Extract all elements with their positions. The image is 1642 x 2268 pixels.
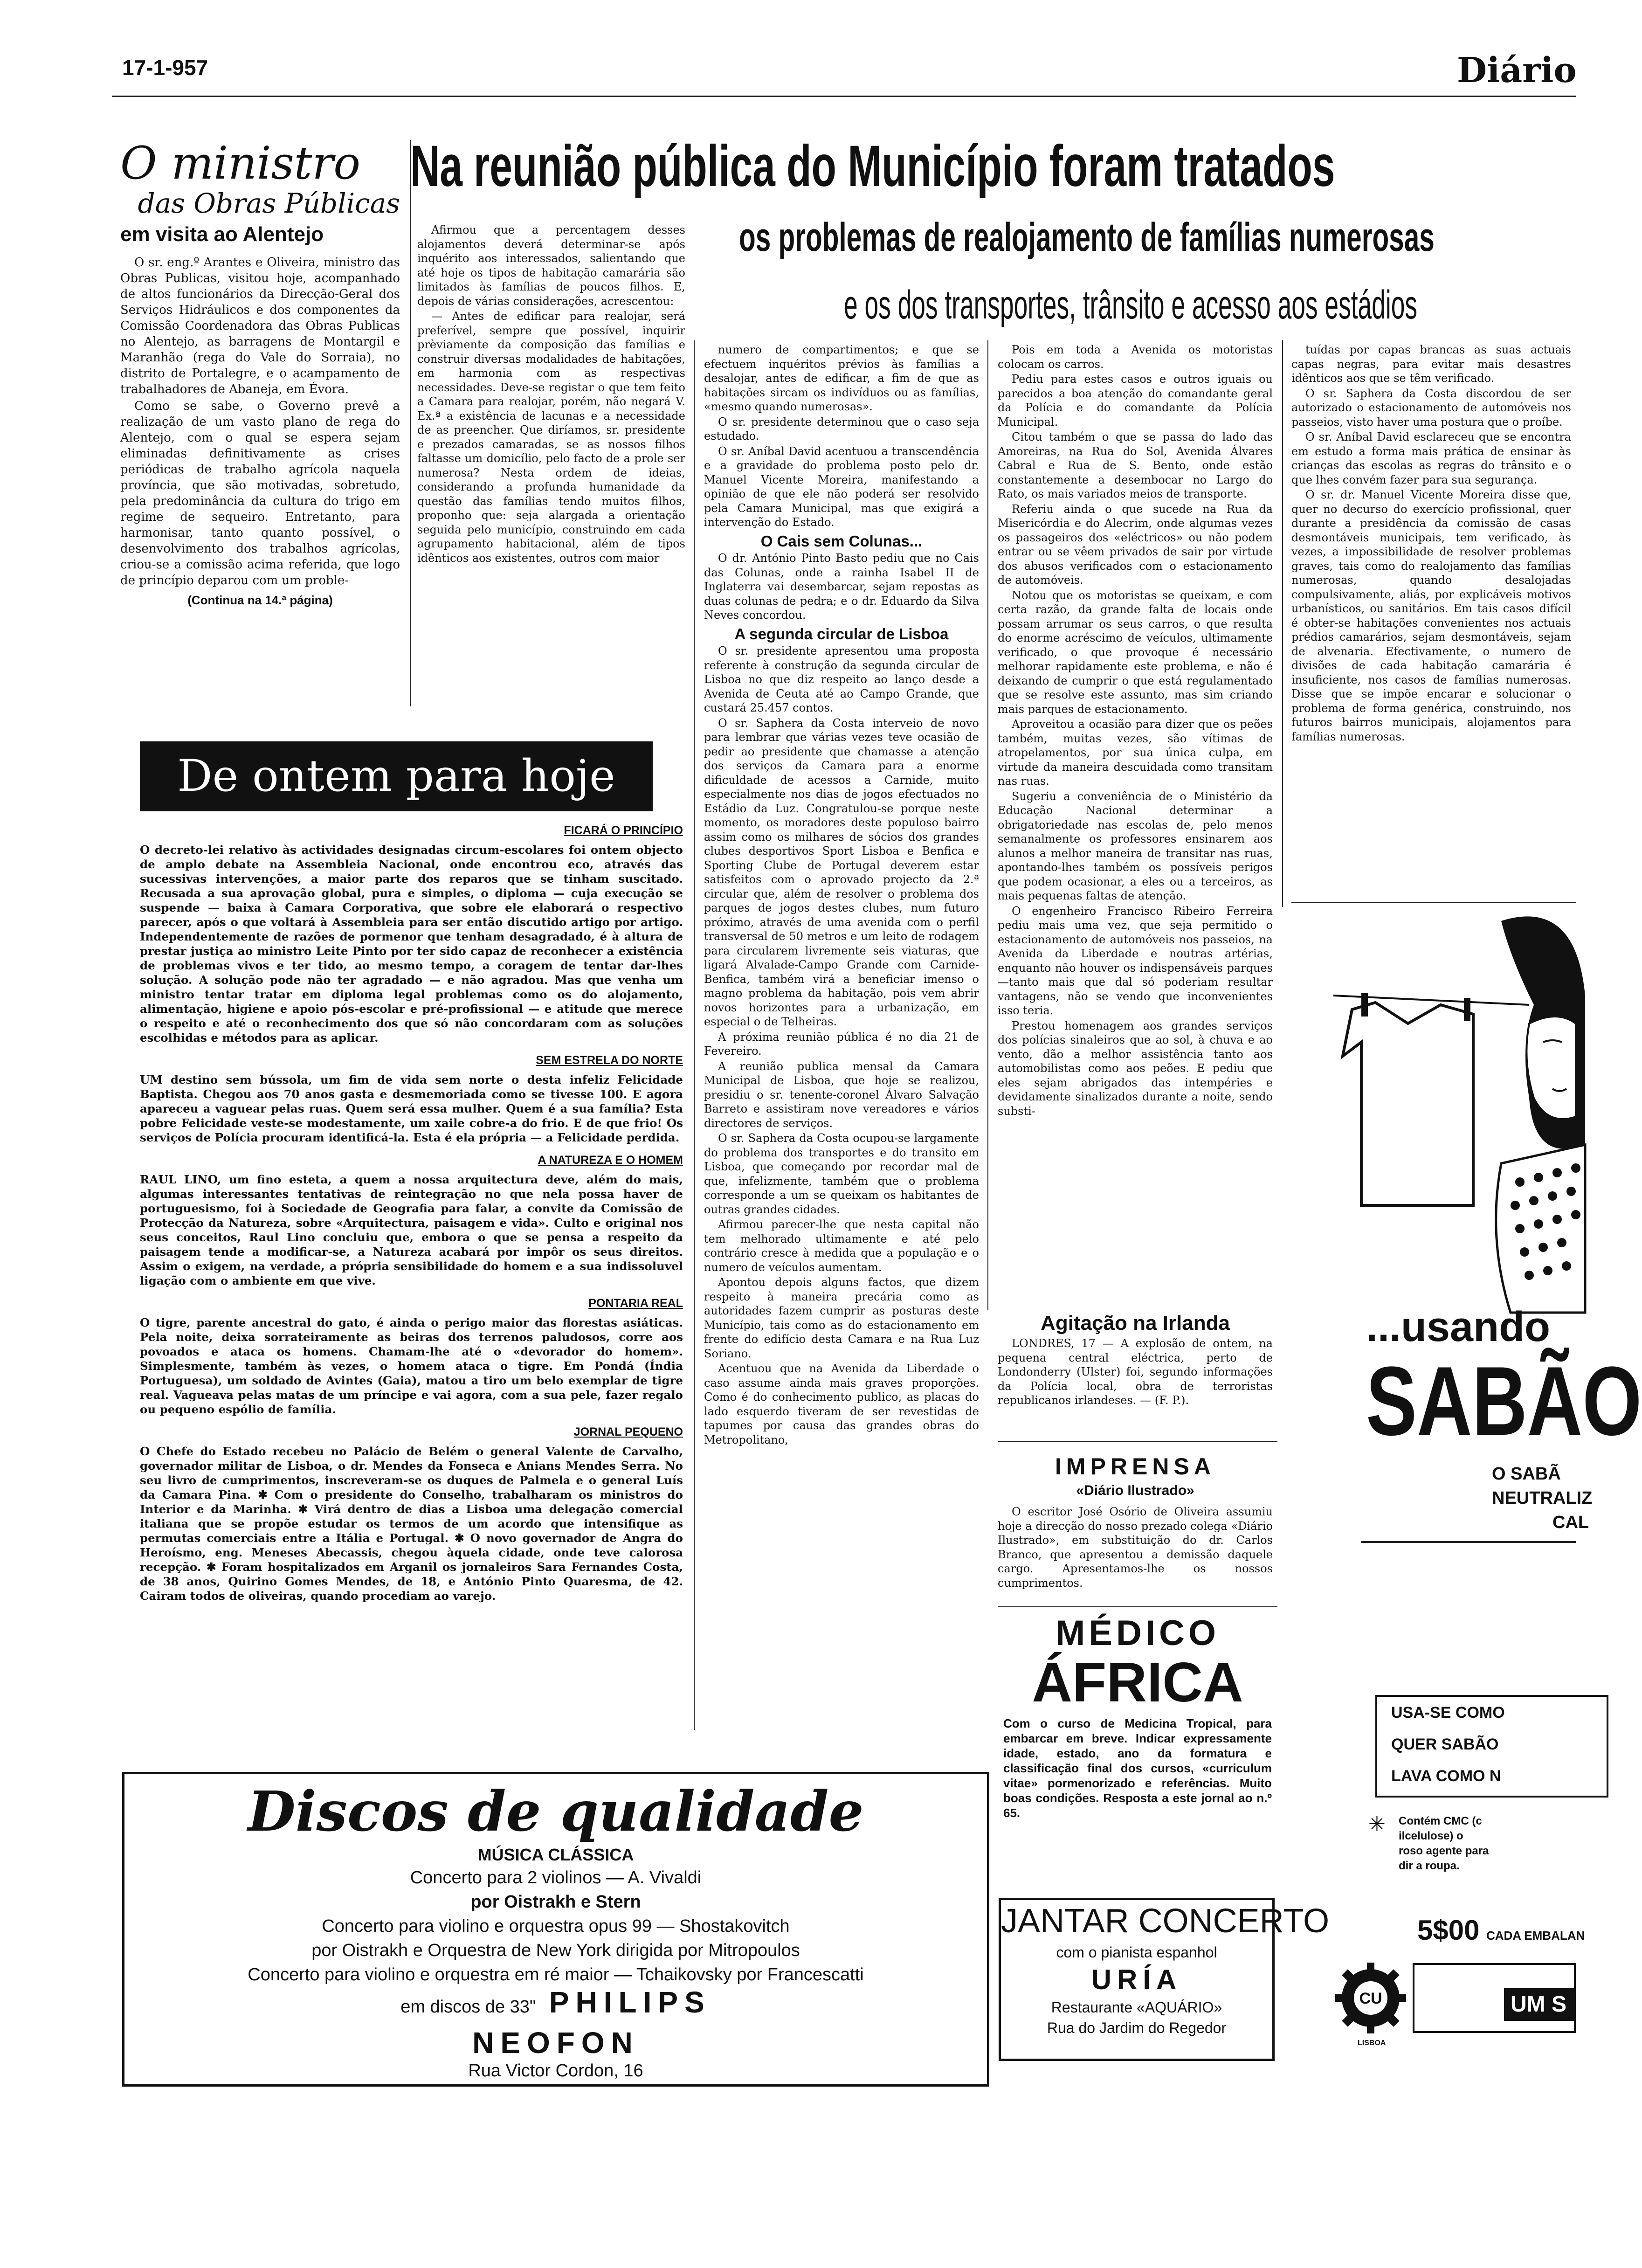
ministro-paragraph-1: O sr. eng.º Arantes e Oliveira, ministro das Obras Publicas, visitou hoje, acompanhado de altos funcionários da Direcção-Geral dos Serviços Hidráulicos e dos componentes da Comissão Coordenadora das Obras Publicas no Alentejo, as barragens de Montargil e Maranhão (rega do Vale do Sorraia), no distrito de Portalegre, e o acampamento de trabalhadores de Abaneja, em Évora. bbox=[120, 256, 400, 396]
jantar-line-1: com o pianista espanhol bbox=[1056, 1944, 1217, 1961]
sabao-brand: SABÃO bbox=[1366, 1346, 1642, 1456]
municipio-col4-p2: O sr. Saphera da Costa discordou de ser autorizado o estacionamento de automóveis nos passeios, visto haver uma postura que o proíbe. bbox=[1291, 387, 1571, 429]
municipio-col3-p5: Notou que os motoristas se queixam, e com certa razão, da grande falta de locais onde possam arrumar os seus carros, o que resulta do enorme acréscimo de veículos, ultimamente verificado, o que provoque é necessário melhorar rapidamente este problema, e não é deixando de cumprir o que está regulamentado que se resolve este assunto, mas sim criando mais parques de estacionamento. bbox=[998, 588, 1273, 716]
africa-title: ÁFRICA bbox=[1032, 1651, 1243, 1714]
circular-p7: Apontou depois alguns factos, que dizem respeito à maneira precária como as autoridades fazem cumprir as posturas deste Município, tais como as do estacionamento em frente do edifício desta Camara e na Rua Luz Soriano. bbox=[704, 1276, 979, 1360]
ministro-title-2: das Obras Públicas bbox=[138, 187, 400, 219]
sabao-note-4: dir a roupa. bbox=[1399, 1860, 1460, 1872]
municipio-col1-p2: — Antes de edificar para realojar, será preferível, sempre que possível, inquirir prèviamente da composição das famílias e construir diversas modalidades de habitações, em harmonia com as respectivas necessidades. Deve-se registar o que tem feito a Camara para realojar, porém, não negará V. Ex.ª a existência de lacunas e a necessidade de as preencher. Que diríamos, sr. presidente e prezados camaradas, se as nossos filhos faltasse um domicílio, pelo facto de a prole ser numerosa? Nesta ordem de ideias, considerando a profunda humanidade da questão das famílias tendo muitos filhos, proponho que: seja alargada a orientação seguida pelo município, construindo em cada agrupamento habitacional, além de tipos idênticos aos existentes, outros com maior bbox=[417, 310, 685, 565]
circular-p2: O sr. Saphera da Costa interveio de novo para lembrar que várias vezes teve ocasião de pedir ao presidente que chamasse a atenção dos serviços da Camara para a enorme dificuldade de acessos a Carnide, muito especialmente nos dias de jogos efectuados no Estádio da Luz. Congratulou-se porque neste momento, os moradores deste populoso bairro assim como os milhares de sócios dos grandes clubes desportivos Sport Lisboa e Benfica e Sporting Clube de Portugal deverem estar satisfeitos com o aprovado projecto da 2.ª circular que, além de resolver o problema dos parques de jogos destes clubes, num futuro próximo, através de uma avenida com o perfil transversal de 50 metros e um leito de rodagem para circularem livremente seis viaturas, que ligará Alvalade-Campo Grande com Carnide-Benfica, também virá a beneficiar imenso o magno problema da habitação, pois vem abrir novos horizontes para a urbanização, em especial o de Telheiras. bbox=[704, 716, 979, 1028]
municipio-col-2 bbox=[704, 343, 979, 1448]
imprensa-text: O escritor José Osório de Oliveira assumiu hoje a direcção do nosso prezado colega «Diário Ilustrado», em substituição do dr. Carlos Branco, que apresentou a demissão daquele cargo. Apresentamos-lhe os nossos cumprimentos. bbox=[998, 1505, 1273, 1590]
discos-ad bbox=[122, 1772, 989, 2087]
sparkle-icon: ✳ bbox=[1368, 1812, 1386, 1836]
column-rule bbox=[987, 340, 988, 1310]
discos-line-1: Concerto para 2 violinos — A. Vivaldi bbox=[410, 1868, 702, 1888]
imprensa-subtitle: «Diário Ilustrado» bbox=[1076, 1483, 1194, 1498]
ontem-heading-5: JORNAL PEQUENO bbox=[573, 1425, 683, 1438]
sabao-note-3: roso agente para bbox=[1399, 1845, 1489, 1857]
issue-date: 17-1-957 bbox=[122, 55, 208, 80]
ontem-text-3: RAUL LINO, um fino esteta, a quem a nossa arquitectura deve, além do mais, algumas interessantes tentativas de reintegração no que nela possa haver de portuguesismo, foi à Sociedade de Geografia para falar, a convite da Comissão de Protecção da Natureza, sobre «Arquitectura, paisagem e vida». Culto e original nos seus conceitos, Raul Lino concluiu que, embora o que se pensa a respeito da paisagem tende a modificar-se, a Natureza acabará por impôr os seus direitos. Assim o exigem, na verdade, a própria sensibilidade do homem e a sua indissoluvel ligação com o ambiente em que vive. bbox=[140, 1173, 683, 1287]
sabao-note-1: Contém CMC (c bbox=[1399, 1815, 1482, 1827]
sabao-bottom-frame bbox=[1413, 1963, 1576, 2033]
municipio-col-1 bbox=[417, 223, 685, 566]
ministro-article bbox=[120, 137, 400, 608]
sabao-badge: UM S bbox=[1504, 1988, 1574, 2021]
ontem-heading-2: SEM ESTRELA DO NORTE bbox=[536, 1054, 683, 1067]
jantar-title: JANTAR CONCERTO bbox=[1001, 1902, 1330, 1940]
discos-title: Discos de qualidade bbox=[248, 1779, 864, 1844]
subhead-cais: O Cais sem Colunas... bbox=[760, 532, 923, 550]
municipio-col-4 bbox=[1291, 343, 1571, 745]
ontem-text-5: O Chefe do Estado recebeu no Palácio de Belém o general Valente de Carvalho, governador militar de Lisboa, o dr. Mendes da Fonseca e Anians Mendes Serra. No seu livro de cumprimentos, inscreveram-se os duques de Palmela e o general Luís da Camara Pina. ✱ Com o presidente do Conselho, trabalharam os ministros do Interior e da Marinha. ✱ Virá dentro de dias a Lisboa uma delegação comercial italiana que se propõe estudar os termos de um acordo que intensifique as permutas comerciais entre a Itália e Portugal. ✱ O novo governador de Angra do Heroísmo, eng. Meneses Abecassis, chegou àquela cidade, onde teve calorosa recepção. ✱ Foram hospitalizados em Arganil os jornaleiros Sara Fernandes Costa, de 38 anos, Quirino Gomes Mendes, de 18, e António Pinto Quaresma, de 42. Cairam todos de oliveiras, quando procediam ao varejo. bbox=[140, 1445, 683, 1603]
woman-illustration bbox=[1333, 902, 1576, 1313]
ontem-heading-1: FICARÁ O PRINCÍPIO bbox=[564, 824, 683, 837]
column-rule bbox=[694, 340, 695, 1730]
section-rule bbox=[998, 1606, 1277, 1607]
municipio-col2-p3: O sr. Aníbal David acentuou a transcendência e a gravidade do problema posto pelo dr. Manuel Vicente Moreira, manifestando a opinião de que ele não poderá ser resolvido pela Camara Municipal, mas que exigirá a intervenção do Estado. bbox=[704, 444, 979, 529]
municipio-subhead-2: e os dos transportes, trânsito e acesso aos estádios bbox=[844, 283, 1418, 327]
ontem-text-4: O tigre, parente ancestral do gato, é ainda o perigo maior das florestas asiáticas. Pela noite, deixa sorrateiramente as beiras dos terrenos paludosos, corre aos povoados e ataca os homens. Chamam-lhe até o «devorador do homem». Simplesmente, também às vezes, o homem ataca o tigre. Em Pondá (Índia Portuguesa), um soldado de Avintes (Gaia), matou a tiro um belo exemplar de tigre real. Vagueava pelas matas de um príncipe e vai agora, com a sua pele, fazer regalo ou pequeno espólio de família. bbox=[140, 1316, 683, 1416]
sabao-box-line-3: LAVA COMO N bbox=[1391, 1767, 1501, 1785]
masthead-rule bbox=[112, 96, 1576, 97]
municipio-col3-p7: Sugeriu a conveniência de o Ministério da Educação Nacional determinar a obrigatoriedade nas escolas de, pelo menos semanalmente os professores ensinarem aos alunos a melhor maneira de transitar nas ruas, apontando-lhes também os possíveis perigos que podem ocasionar, a eles ou a terceiros, as mais pequenas faltas de atenção. bbox=[998, 789, 1273, 902]
sabao-price-note: CADA EMBALAN bbox=[1486, 1929, 1585, 1943]
municipio-col3-p8: O engenheiro Francisco Ribeiro Ferreira pediu mais uma vez, que seja permitido o estacionamento de automóveis nos passeios, na Avenida da Liberdade e noutras artérias, enquanto não houver os indispensáveis parques—tanto mais que dal só poderiam resultar vantagens, não se vendo que inconvenientes isso teria. bbox=[998, 904, 1273, 1017]
municipio-col2-p1: numero de compartimentos; e que se efectuem inquéritos prévios às famílias a desalojar, antes de edificar, a fim de que as habitações sircam os indivíduos ou as famílias, «mesmo quando numerosas». bbox=[704, 343, 979, 413]
imprensa-title: IMPRENSA bbox=[1055, 1453, 1215, 1480]
municipio-col4-p3: O sr. Aníbal David esclareceu que se encontra em estudo a forma mais prática de ensinar às crianças das escolas as regras do trânsito e o que lhes convém fazer para sua segurança. bbox=[1291, 430, 1571, 486]
medico-text: Com o curso de Medicina Tropical, para embarcar em breve. Indicar expressamente idade, estado, ano da formatura e classificação final dos cursos, «curriculum vitae» pormenorizado e referências. Muito boas condições. Resposta a este jornal ao n.º 65. bbox=[1003, 1716, 1272, 1820]
ontem-heading-4: PONTARIA REAL bbox=[588, 1297, 683, 1310]
section-rule bbox=[998, 1441, 1277, 1442]
ministro-paragraph-2: Como se sabe, o Governo prevê a realização de um vasto plano de rega do Alentejo, com o qual se espera sejam eliminadas definitivamente as crises periódicas de trabalho agrícola naquela província, que são motivadas, sobretudo, pela predominância da cultura do trigo em regime de sequeiro. Entretanto, para harmonisar, tanto quanto possível, o desenvolvimento dos trabalhos agrícolas, criou-se a comissão acima referida, que logo de princípio deparou com um proble- bbox=[120, 399, 400, 588]
irlanda-text: LONDRES, 17 — A explosão de ontem, na pequena central eléctrica, perto de Londonderry (Ulster) foi, segundo informações da Polícia local, obra de terroristas republicanos irlandeses. — (F. P.). bbox=[998, 1337, 1273, 1407]
ministro-body bbox=[120, 255, 400, 608]
municipio-col3-p6: Aproveitou a ocasião para dizer que os peões também, muitas vezes, são vítimas de atropelamentos, por sua única culpa, em virtude da maneira descuidada como transitam nas ruas. bbox=[998, 718, 1273, 788]
irlanda-article bbox=[998, 1310, 1273, 1408]
ontem-title: De ontem para hoje bbox=[177, 751, 615, 802]
municipio-subhead-1: os problemas de realojamento de famílias numerosas bbox=[739, 215, 1435, 260]
ontem-text-1: O decreto-lei relativo às actividades designadas circum-escolares foi ontem objecto de amplo debate na Assembleia Nacional, onde encontrou eco, através das sucessivas intervenções, a maior parte dos reparos que se tinham suscitado. Recusada a sua aprovação global, pura e simples, o diploma — cuja execução se suspende — baixa à Camara Corporativa, que sobre ele elaborará o respectivo parecer, após o que voltará à Assembleia para ser então discutido artigo por artigo. Independentemente de razões de pormenor que tenham desagradado, é à altura de prestar justiça ao ministro Leite Pinto por ter sido capaz de reconhecer a existência de problemas vivos e ter tido, ao mesmo tempo, a coragem de tentar dar-lhes solução. A solução pode não ter agradado — e não agradou. Mas que venha um ministro tentar tratar em diploma legal problemas como os do alojamento, alimentação, higiene e apoio pós-escolar e pré-profissional — e atitude que merece o respeito e até o reconhecimento dos que só não concordaram com as soluções escolhidas e métodos para as aplicar. bbox=[140, 843, 683, 1044]
circular-p3: A próxima reunião pública é no dia 21 de Fevereiro. bbox=[704, 1030, 979, 1058]
gear-logo-icon bbox=[1333, 1961, 1408, 2035]
municipio-col3-p3: Citou também o que se passa do lado das Amoreiras, na Rua do Sol, Avenida Álvares Cabral e Rua de S. Bento, onde estão constantemente a desembocar no Largo do Rato, os mais variados meios de transporte. bbox=[998, 430, 1273, 500]
subhead-circular: A segunda circular de Lisboa bbox=[734, 625, 949, 643]
sabao-ad bbox=[1333, 902, 1642, 2063]
discos-address: Rua Victor Cordon, 16 bbox=[468, 2061, 643, 2081]
municipio-col3-p9: Prestou homenagem aos grandes serviços dos polícias sinaleiros que ao sol, à chuva e ao vento, dão a melhor assistência tanto aos automobilistas como aos peões. E pediu que eles sejam abrigados das intempéries e devidamente sinalizados durante a noite, sendo substi- bbox=[998, 1019, 1273, 1118]
discos-line-3: Concerto para violino e orquestra opus 99 — Shostakovitch bbox=[322, 1916, 790, 1936]
sabao-line-4: NEUTRALIZ bbox=[1492, 1488, 1593, 1508]
imprensa-article bbox=[998, 1452, 1273, 1590]
ministro-title: O ministro bbox=[120, 137, 361, 189]
discos-line-5: Concerto para violino e orquestra em ré maior — Tchaikovsky por Francescatti bbox=[248, 1965, 864, 1984]
masthead-title: Diário bbox=[1457, 50, 1577, 90]
municipio-col1-p1: Afirmou que a percentagem desses alojamentos deverá determinar-se após inquérito aos interessados, salientando que até hoje os tipos de habitação camarária são limitados às famílias de poucos filhos. E, depois de várias considerações, acrescentou: bbox=[417, 223, 685, 308]
circular-p8: Acentuou que na Avenida da Liberdade o caso assume ainda mais graves proporções. Como é do conhecimento publico, as placas do lado esquerdo tiveram de ser revestidas de tapumes por causa das grandes obras do Metropolitano, bbox=[704, 1362, 979, 1446]
sabao-line-5: CAL bbox=[1552, 1513, 1589, 1532]
municipio-col-3 bbox=[998, 343, 1273, 1119]
municipio-col4-p4: O sr. dr. Manuel Vicente Moreira disse que, quer no decurso do exercício profissional, quer durante a presidência da comissão de casas desmontáveis municipais, tem verificado, às vezes, a impossibilidade de resolver problemas graves, tais como do realojamento das famílias numerosas, quando desalojadas compulsivamente, aliás, por explicáveis motivos urbanísticos, ou sanitários. Em tais casos difícil é obter-se habitações convenientes nos actuais prédios camarários, sejam desmontáveis, sejam de alvenaria. Efectivamente, o numero de divisões de cada habitação camarária é insuficiente, nos casos de famílias numerosas. Disse que se impõe encarar e solucionar o problema de forma genérica, construindo, nos futuros bairros municipais, alojamentos para famílias numerosas. bbox=[1291, 488, 1571, 743]
ministro-continued: (Continua na 14.ª página) bbox=[187, 593, 333, 607]
sabao-price: 5$00 bbox=[1417, 1915, 1480, 1946]
municipio-col2-p2: O sr. presidente determinou que o caso seja estudado. bbox=[704, 415, 979, 443]
neofon-shop: NEOFON bbox=[472, 2026, 639, 2060]
sabao-rule bbox=[1361, 1541, 1576, 1543]
municipio-col3-p4: Referiu ainda o que sucede na Rua da Misericórdia e do Alecrim, onde algumas vezes os passageiros dos «eléctricos» ou não podem entrar ou se vêem privados de sair por virtude dos abusos verificados com o estacionamento de automóveis. bbox=[998, 502, 1273, 587]
sabao-line-1: ...usando bbox=[1366, 1304, 1551, 1350]
circular-p5: O sr. Saphera da Costa ocupou-se largamente do problema dos transportes e do transito em Lisboa, que começando por recordar mal de que, infelizmente, também que o problema corresponde a um se queixam os habitantes de outras grandes cidades. bbox=[704, 1132, 979, 1216]
circular-p1: O sr. presidente apresentou uma proposta referente à construção da segunda circular de Lisboa no que diz respeito ao lanço desde a Avenida de Ceuta até ao Campo Grande, que custará 25.457 contos. bbox=[704, 644, 979, 714]
jantar-ad bbox=[999, 1898, 1330, 2061]
municipio-col3-p2: Pediu para estes casos e outros iguais ou parecidos a boa atenção do comandante geral da Polícia e do comandante da Polícia Municipal. bbox=[998, 373, 1273, 429]
svg-text:CU: CU bbox=[1359, 1990, 1382, 2007]
discos-subtitle: MÚSICA CLÁSSICA bbox=[477, 1845, 634, 1864]
municipio-headline: Na reunião pública do Município foram tratados bbox=[410, 134, 1335, 199]
philips-brand: PHILIPS bbox=[549, 1985, 711, 2019]
municipio-col3-p1: Pois em toda a Avenida os motoristas colocam os carros. bbox=[998, 343, 1273, 371]
ontem-body bbox=[140, 815, 683, 1607]
circular-p6: Afirmou parecer-lhe que nesta capital não tem melhorado ultimamente e até pelo contrário cresce à medida que a população e o numero de veículos aumentam. bbox=[704, 1218, 979, 1274]
column-rule bbox=[410, 140, 411, 706]
ontem-title-bar bbox=[140, 741, 653, 811]
discos-line-4: por Oistrakh e Orquestra de New York dirigida por Mitropoulos bbox=[311, 1941, 800, 1960]
ministro-title-3: em visita ao Alentejo bbox=[120, 223, 324, 246]
irlanda-title: Agitação na Irlanda bbox=[1041, 1312, 1230, 1335]
ontem-heading-3: A NATUREZA E O HOMEM bbox=[538, 1154, 683, 1167]
medico-ad bbox=[998, 1613, 1277, 1820]
column-rule bbox=[1282, 340, 1283, 907]
sabao-line-3: O SABÃ bbox=[1492, 1464, 1561, 1484]
jantar-artist: URÍA bbox=[1091, 1964, 1182, 1995]
sabao-note-2: ilcelulose) o bbox=[1399, 1830, 1463, 1842]
medico-title: MÉDICO bbox=[1056, 1613, 1220, 1653]
circular-p4: A reunião publica mensal da Camara Municipal de Lisboa, que hoje se realizou, presidiu o sr. tenente-coronel Álvaro Salvação Barreto e assistiram nove vereadores e vários directores de serviços. bbox=[704, 1059, 979, 1130]
discos-line-2: por Oistrakh e Stern bbox=[470, 1892, 641, 1912]
jantar-line-4: Rua do Jardim do Regedor bbox=[1047, 2019, 1227, 2036]
discos-line-6: em discos de 33" bbox=[400, 1997, 536, 2017]
sabao-box bbox=[1375, 1695, 1608, 1798]
cais-paragraph: O dr. António Pinto Basto pediu que no Cais das Colunas, onde a rainha Isabel II de Inglaterra vai desembarcar, sejam repostas as duas colunas de pedra; e o dr. Eduardo da Silva Neves concordou. bbox=[704, 552, 979, 622]
municipio-col4-p1: tuídas por capas brancas as suas actuais capas negras, para evitar mais desastres idênticos aos que se têm verificado. bbox=[1291, 343, 1571, 385]
ontem-text-2: UM destino sem bússola, um fim de vida sem norte o desta infeliz Felicidade Baptista. Chegou aos 70 anos gasta e desmemoriada como se tivesse 100. E agora apareceu a vaguear pelas ruas. Quem será essa mulher. Quem é a sua família? Esta pobre Felicidade veste-se modestamente, um xaile cobre-a do frio. E de que frio! Os serviços de Polícia procuram identificá-la. Esta é ela própria — a Felicidade perdida. bbox=[140, 1073, 683, 1144]
jantar-line-3: Restaurante «AQUÁRIO» bbox=[1051, 1999, 1222, 2016]
sabao-box-line-2: QUER SABÃO bbox=[1391, 1736, 1499, 1753]
gear-logo-label: LISBOA bbox=[1358, 2039, 1386, 2047]
sabao-box-line-1: USA-SE COMO bbox=[1391, 1704, 1505, 1722]
